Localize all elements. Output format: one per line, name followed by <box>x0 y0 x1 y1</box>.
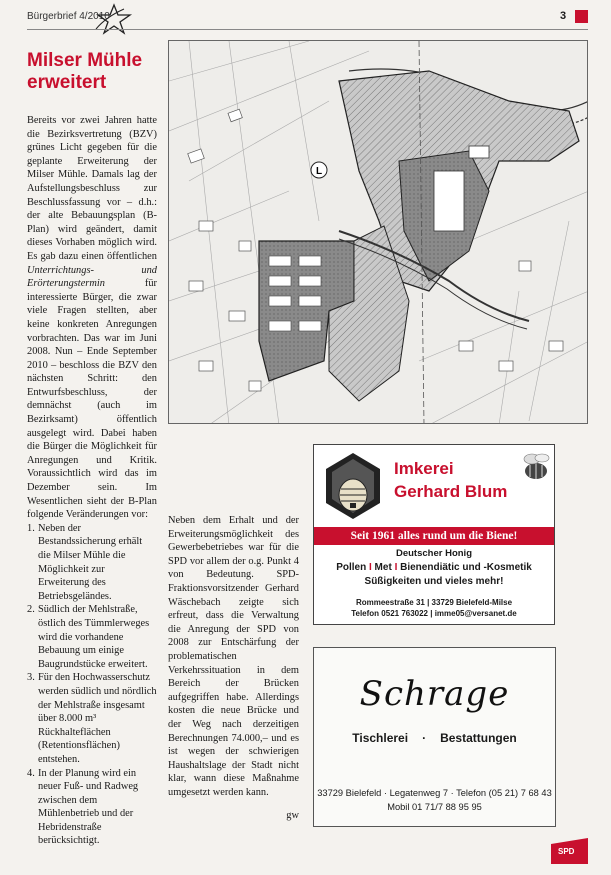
change-list <box>27 522 157 848</box>
beehive-icon <box>322 451 384 521</box>
list-text: In der Planung wird ein neuer Fuß- und Radweg zwischen dem Mühlenbetrieb und der Hebridenstraße berücksichtigt. <box>38 767 139 847</box>
spd-logo-text: SPD <box>558 847 575 856</box>
ad-imkerei <box>313 444 555 625</box>
service-bestattungen: Bestattungen <box>440 731 517 745</box>
separator: I <box>394 562 398 573</box>
intro-emphasis: Unterrichtungs- und Erörterungstermin <box>27 264 157 290</box>
article-intro <box>27 114 157 522</box>
site-plan-drawing <box>169 41 588 424</box>
list-number: 4. <box>27 767 35 779</box>
list-item <box>27 671 157 766</box>
header-rule <box>27 29 588 30</box>
imkerei-name-line1: Imkerei <box>394 459 454 478</box>
article-title-line1: Milser Mühle <box>27 50 143 71</box>
article-title <box>27 50 172 94</box>
product-met: Met <box>374 562 392 573</box>
article-title-line2: erweitert <box>27 72 107 93</box>
page-number: 3 <box>560 10 567 22</box>
list-text: Südlich der Mehlstraße, östlich des Tümmlerweges wird die vorhandene Bebauung um einige Baugrundstücke erweitert. <box>38 604 150 670</box>
article-column-2 <box>168 514 299 823</box>
list-text: Für den Hochwasserschutz werden südlich und nördlich der Mehlstraße insgesamt über 8.000 m³ Rückhalteflächen (Retentionsflächen) entstehen. <box>38 672 157 765</box>
separator: · <box>422 731 427 745</box>
product-diaetic: Bienendiätic und -Kosmetik <box>400 562 532 573</box>
product-pollen: Pollen <box>336 562 367 573</box>
page-marker <box>575 10 588 23</box>
star-outline-icon <box>94 3 134 35</box>
intro-text-a: Bereits vor zwei Jahren hatte die Bezirksvertretung (BZV) grünes Licht gegeben für die geplante Erweiterung der Milser Mühle. Damals lag der Aufstellungsbeschluss zur Beschlussfassung vor – d.h.: der alte Bebauungsplan (B-Plan) wird geändert, damit dieses Vorhaben möglich wird. Es gab dazu einen öffentlichen <box>27 115 157 262</box>
list-number: 1. <box>27 522 35 534</box>
bee-icon <box>514 449 554 489</box>
imkerei-line-products <box>314 562 554 573</box>
list-item <box>27 603 157 671</box>
list-item <box>27 767 157 849</box>
list-text: Neben der Bestandssicherung erhält die Milser Mühle die Möglichkeit zur Erweiterung des Betriebsgeländes. <box>38 522 143 602</box>
list-number: 2. <box>27 604 35 616</box>
imkerei-address: Rommeestraße 31 | 33729 Bielefeld-Milse <box>355 598 513 607</box>
author-signature: gw <box>286 810 299 822</box>
ad-schrage <box>313 647 556 827</box>
imkerei-name-line2: Gerhard Blum <box>394 482 508 501</box>
imkerei-line-honey: Deutscher Honig <box>395 548 472 559</box>
imkerei-banner: Seit 1961 alles rund um die Biene! <box>314 527 554 545</box>
article-body-2: Neben dem Erhalt und der Erweiterungsmöglichkeit des Gewerbebetriebes war für die SPD vor allem der o.g. Punkt 4 von Bedeutung. SPD-Fraktionsvorsitzender Gerhard Wäschebach zeigte sich erfreut, dass die Verwaltung die Anregung der SPD von 2008 zur Entschärfung der problematischen Verkehrssituation in dem Bereich der Brücken aufgegriffen habe. Allerdings kosten die neue Brücke und der Weg nach derzeitigen Berechnungen 74.000,– und es ist wegen der schwierigen Haushaltslage der Stadt nicht klar, wann diese Maßnahme umgesetzt werden kann. <box>168 515 299 798</box>
ad-imkerei-header <box>314 445 554 527</box>
schrage-address: 33729 Bielefeld · Legatenweg 7 · Telefon (05 21) 7 68 43 <box>317 788 552 798</box>
schrage-logo: Schrage <box>359 674 510 714</box>
imkerei-contact: Telefon 0521 763022 | imme05@versanet.de <box>351 609 517 618</box>
imkerei-line-sweets: Süßigkeiten und vieles mehr! <box>364 576 504 587</box>
issue-label: Bürgerbrief 4/2010 <box>27 11 110 22</box>
intro-text-b: für interessierte Bürger, die zwar viele Fragen stellten, aber keine konkreten Anregungen vorbrachten. Das war im Juni 2008. Nun – Ende September 2010 – beschloss die BZV den nächsten Schritt: den Entwurfsbeschluss, der demnächst (auch im Bezirksamt) öffentlich ausgelegt wird. Dabei haben die Bürger die Möglichkeit für Anregungen und Kritik. Voraussichtlich wird das im Dezember sein. Im Wesentlichen sieht der B-Plan folgende Veränderungen vor: <box>27 278 157 521</box>
service-tischlerei: Tischlerei <box>352 731 409 745</box>
schrage-services <box>314 731 555 745</box>
page-header <box>0 0 611 40</box>
list-number: 3. <box>27 672 35 684</box>
schrage-mobile: Mobil 01 71/7 88 95 95 <box>387 802 482 812</box>
site-plan-map <box>168 40 588 424</box>
article-column-1 <box>27 114 157 848</box>
map-marker-label: L <box>315 166 323 177</box>
list-item <box>27 522 157 604</box>
separator: I <box>368 562 372 573</box>
spd-logo-icon <box>551 838 588 864</box>
